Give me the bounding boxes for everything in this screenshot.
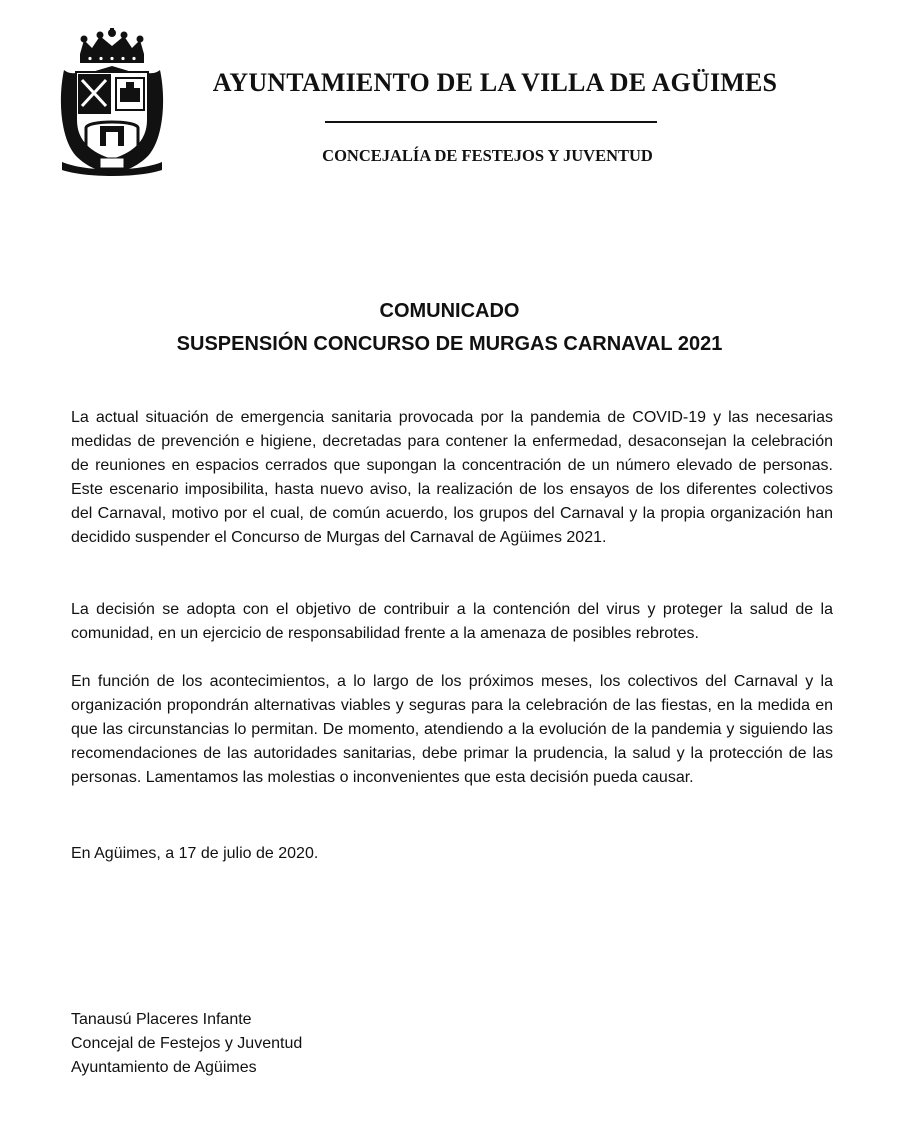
paragraph-3: En función de los acontecimientos, a lo largo de los próximos meses, los colectivos del Carnaval y la organización propondrán alternativas viables y seguras para la celebración de las fiestas, en la medida en que las circunstancias lo permitan. De momento, atendiendo a la evolución de la pandemia y siguiendo las recomendaciones de las autoridades sanitarias, debe primar la prudencia, la salud y la protección de las personas. Lamentamos las molestias o inconvenientes que esta decisión pueda causar. bbox=[71, 673, 833, 786]
signatory-name: Tanausú Placeres Infante bbox=[71, 1011, 252, 1028]
document-type-heading: COMUNICADO bbox=[379, 300, 520, 322]
coat-of-arms-icon bbox=[56, 28, 168, 176]
date-line: En Agüimes, a 17 de julio de 2020. bbox=[71, 845, 319, 862]
signatory-title: Concejal de Festejos y Juventud bbox=[71, 1035, 303, 1052]
signatory-institution: Ayuntamiento de Agüimes bbox=[71, 1059, 257, 1076]
paragraph-2: La decisión se adopta con el objetivo de contribuir a la contención del virus y proteger la salud de la comunidad, en un ejercicio de responsabilidad frente a la amenaza de posibles rebrotes. bbox=[71, 601, 833, 642]
signature-block bbox=[71, 1008, 302, 1080]
paragraph-1: La actual situación de emergencia sanitaria provocada por la pandemia de COVID-19 y las necesarias medidas de prevención e higiene, decretadas para contener la enfermedad, desaconsejan la celebración de reuniones en espacios cerrados que supongan la concentración de un número elevado de personas. Este escenario imposibilita, hasta nuevo aviso, la realización de los ensayos de los diferentes colectivos del Carnaval, motivo por el cual, de común acuerdo, los grupos del Carnaval y la propia organización han decidido suspender el Concurso de Murgas del Carnaval de Agüimes 2021. bbox=[71, 409, 833, 546]
document-subject-heading: SUSPENSIÓN CONCURSO DE MURGAS CARNAVAL 2021 bbox=[176, 333, 723, 355]
header-divider bbox=[325, 121, 657, 123]
department-name: CONCEJALÍA DE FESTEJOS Y JUVENTUD bbox=[322, 146, 653, 165]
organization-name: AYUNTAMIENTO DE LA VILLA DE AGÜIMES bbox=[212, 68, 778, 97]
